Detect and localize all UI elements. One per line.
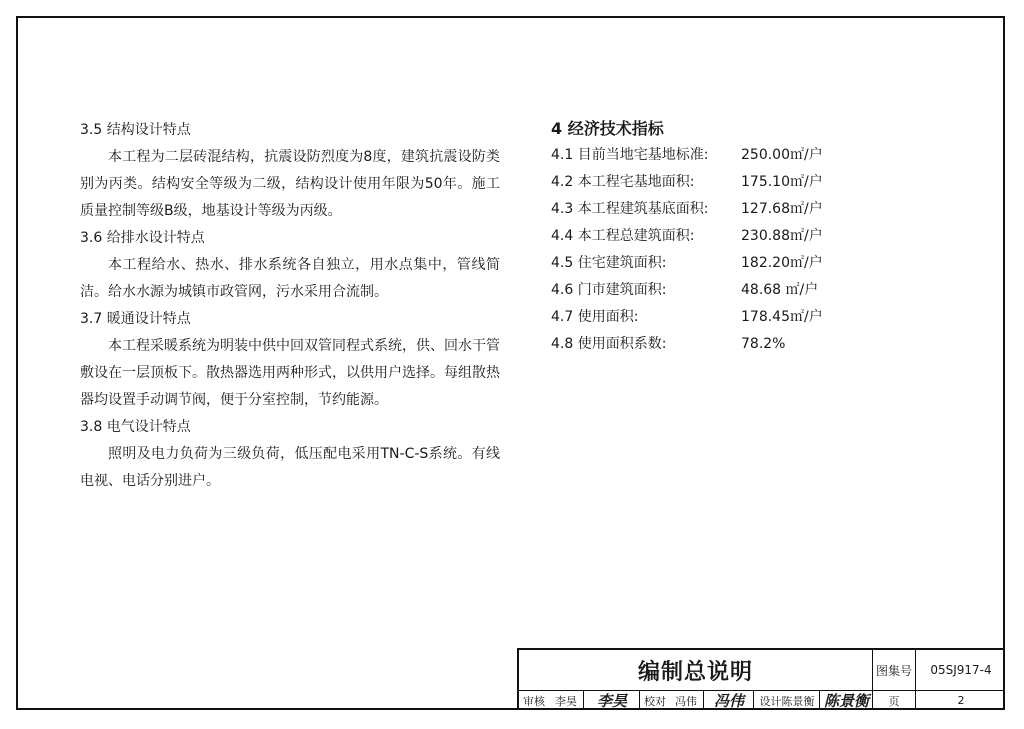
review-signature: 李昊 — [583, 691, 640, 710]
section-3-7-text: 本工程采暖系统为明装中供中回双管同程式系统，供、回水干管敷设在一层顶板下。散热器选用两种形式，以供用户选择。每组散热器均设置手动调节阀，便于分室控制，节约能源。 — [80, 338, 500, 408]
indicator-label: 4.8 使用面积系数: — [551, 336, 667, 352]
indicator-label: 4.6 门市建筑面积: — [551, 282, 667, 298]
indicator-label: 4.1 目前当地宅基地标准: — [551, 147, 709, 163]
title-block-top-row — [519, 650, 1005, 691]
atlas-number: 05SJ917-4 — [915, 650, 1006, 690]
review-name: 李昊 — [555, 694, 577, 708]
check-signature: 冯伟 — [703, 691, 754, 710]
indicator-value: 127.68㎡/户 — [741, 201, 823, 217]
section-3-6-heading: 3.6 给排水设计特点 — [80, 230, 205, 246]
section-3-8-text: 照明及电力负荷为三级负荷，低压配电采用TN-C-S系统。有线电视、电话分别进户。 — [80, 446, 500, 489]
section-4-heading: 4 经济技术指标 — [551, 119, 664, 138]
design-signature: 陈景衡 — [819, 691, 873, 710]
title-block — [517, 648, 1005, 710]
review-label: 审核 — [523, 694, 545, 708]
check-label: 校对 — [639, 691, 670, 710]
indicator-label: 4.3 本工程建筑基底面积: — [551, 201, 709, 217]
indicator-row — [551, 223, 881, 250]
indicator-row — [551, 196, 881, 223]
section-3-6-text: 本工程给水、热水、排水系统各自独立，用水点集中，管线简洁。给水水源为城镇市政管网，污水采用合流制。 — [80, 257, 500, 300]
check-name: 冯伟 — [675, 694, 697, 708]
indicator-value: 175.10㎡/户 — [741, 174, 823, 190]
indicator-label: 4.5 住宅建筑面积: — [551, 255, 667, 271]
indicator-value: 78.2% — [741, 336, 786, 352]
indicator-value: 182.20㎡/户 — [741, 255, 823, 271]
indicator-value: 230.88㎡/户 — [741, 228, 823, 244]
indicator-row — [551, 142, 881, 169]
indicator-value: 250.00㎡/户 — [741, 147, 823, 163]
atlas-label: 图集号 — [872, 650, 915, 690]
indicator-row — [551, 250, 881, 277]
indicator-value: 178.45㎡/户 — [741, 309, 823, 325]
design-label: 设计陈景衡 — [753, 691, 820, 710]
indicator-row — [551, 277, 881, 304]
indicator-row — [551, 331, 881, 358]
section-3-5-heading: 3.5 结构设计特点 — [80, 122, 191, 138]
section-3-8-heading: 3.8 电气设计特点 — [80, 419, 191, 435]
indicator-label: 4.2 本工程宅基地面积: — [551, 174, 695, 190]
drawing-title: 编制总说明 — [637, 659, 753, 685]
indicator-value: 48.68 ㎡/户 — [741, 282, 819, 298]
design-features-column — [80, 117, 500, 495]
economic-indicators-column — [551, 115, 881, 358]
page-label: 页 — [872, 691, 915, 710]
section-3-7-heading: 3.7 暖通设计特点 — [80, 311, 191, 327]
title-block-bottom-row — [519, 691, 1005, 710]
indicator-label: 4.4 本工程总建筑面积: — [551, 228, 695, 244]
indicator-row — [551, 304, 881, 331]
section-3-5-text: 本工程为二层砖混结构，抗震设防烈度为8度，建筑抗震设防类别为丙类。结构安全等级为二级，结构设计使用年限为50年。施工质量控制等级B级，地基设计等级为丙级。 — [80, 149, 500, 219]
page-number: 2 — [915, 691, 1006, 710]
indicator-row — [551, 169, 881, 196]
indicator-label: 4.7 使用面积: — [551, 309, 639, 325]
